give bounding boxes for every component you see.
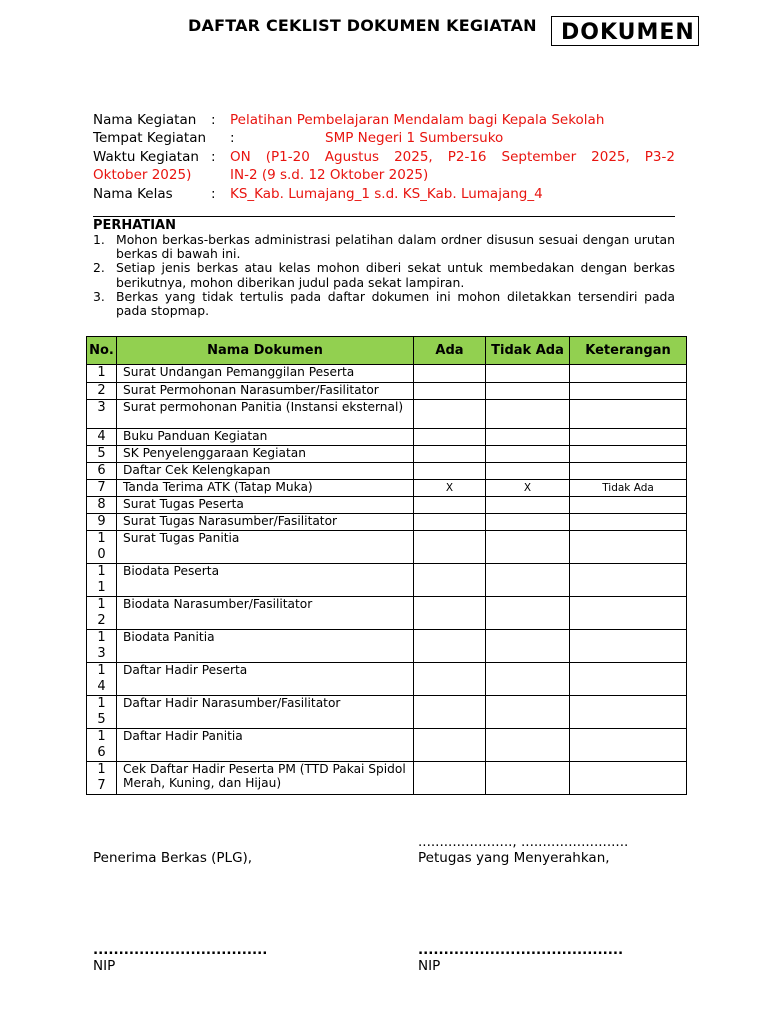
table-row [87, 383, 687, 400]
document-name-cell: Surat permohonan Panitia (Instansi eksternal) [117, 400, 414, 429]
submitter-role: Petugas yang Menyerahkan, [418, 850, 610, 866]
ada-cell [414, 429, 486, 446]
table-row [87, 400, 687, 429]
keterangan-cell [570, 400, 687, 429]
tidak-ada-cell [486, 630, 570, 663]
tidak-ada-cell [486, 663, 570, 696]
keterangan-cell [570, 497, 687, 514]
table-row [87, 497, 687, 514]
keterangan-cell [570, 463, 687, 480]
row-number-cell: 12 [87, 597, 117, 630]
table-row [87, 630, 687, 663]
tidak-ada-cell [486, 400, 570, 429]
document-name-cell: Buku Panduan Kegiatan [117, 429, 414, 446]
tidak-ada-cell [486, 762, 570, 795]
document-name-cell: Cek Daftar Hadir Peserta PM (TTD Pakai Spidol Merah, Kuning, dan Hijau) [117, 762, 414, 795]
row-number-cell: 11 [87, 564, 117, 597]
row-number-cell: 8 [87, 497, 117, 514]
table-row [87, 564, 687, 597]
keterangan-cell [570, 365, 687, 383]
info-label: Nama Kegiatan [93, 112, 197, 128]
document-checklist-table [86, 336, 687, 795]
document-name-cell: SK Penyelenggaraan Kegiatan [117, 446, 414, 463]
keterangan-cell [570, 663, 687, 696]
row-number-cell: 15 [87, 696, 117, 729]
row-number-cell: 13 [87, 630, 117, 663]
ada-cell [414, 597, 486, 630]
document-name-cell: Daftar Hadir Panitia [117, 729, 414, 762]
table-row [87, 514, 687, 531]
receiver-name-line: .................................. [93, 942, 268, 958]
keterangan-cell [570, 729, 687, 762]
document-name-cell: Surat Undangan Pemanggilan Peserta [117, 365, 414, 383]
tidak-ada-cell: X [486, 480, 570, 497]
submitter-nip: NIP [418, 958, 441, 974]
document-name-cell: Surat Tugas Panitia [117, 531, 414, 564]
table-row [87, 531, 687, 564]
info-value-line1: ON (P1-20 Agustus 2025, P2-16 September 2025, P3-2 [230, 149, 675, 165]
ada-cell [414, 531, 486, 564]
perhatian-notes [93, 233, 675, 318]
ada-cell [414, 762, 486, 795]
document-name-cell: Daftar Hadir Narasumber/Fasilitator [117, 696, 414, 729]
info-label: Nama Kelas [93, 186, 173, 202]
row-number-cell: 16 [87, 729, 117, 762]
tidak-ada-cell [486, 365, 570, 383]
tidak-ada-cell [486, 429, 570, 446]
keterangan-cell [570, 762, 687, 795]
keterangan-cell [570, 564, 687, 597]
table-header-row [87, 337, 687, 365]
table-row [87, 365, 687, 383]
table-row [87, 762, 687, 795]
info-value: SMP Negeri 1 Sumbersuko [325, 130, 504, 146]
ada-cell [414, 663, 486, 696]
receiver-role: Penerima Berkas (PLG), [93, 850, 253, 866]
ada-cell [414, 564, 486, 597]
tidak-ada-cell [486, 446, 570, 463]
keterangan-cell [570, 597, 687, 630]
keterangan-cell [570, 429, 687, 446]
ada-cell [414, 497, 486, 514]
document-name-cell: Daftar Hadir Peserta [117, 663, 414, 696]
note-text: Setiap jenis berkas atau kelas mohon diberi sekat untuk membedakan dengan berkas berikutnya, mohon diberikan judul pada sekat lampiran. [116, 260, 675, 290]
info-value: KS_Kab. Lumajang_1 s.d. KS_Kab. Lumajang_4 [230, 186, 543, 202]
row-number-cell: 3 [87, 400, 117, 429]
document-name-cell: Surat Permohonan Narasumber/Fasilitator [117, 383, 414, 400]
table-row [87, 446, 687, 463]
tidak-ada-cell [486, 497, 570, 514]
col-header-ada: Ada [414, 337, 486, 365]
info-colon: : [211, 186, 216, 202]
receiver-nip: NIP [93, 958, 116, 974]
table-row [87, 480, 687, 497]
note-number: 1. [93, 232, 105, 247]
info-waktu-kegiatan [93, 148, 675, 184]
ada-cell: X [414, 480, 486, 497]
col-header-tidak-ada: Tidak Ada [486, 337, 570, 365]
document-name-cell: Biodata Peserta [117, 564, 414, 597]
ada-cell [414, 383, 486, 400]
ada-cell [414, 696, 486, 729]
row-number-cell: 14 [87, 663, 117, 696]
ada-cell [414, 630, 486, 663]
perhatian-title: PERHATIAN [93, 218, 176, 233]
ada-cell [414, 463, 486, 480]
place-date-line: ......................, ......................... [418, 834, 629, 850]
table-row [87, 429, 687, 446]
tidak-ada-cell [486, 597, 570, 630]
submitter-name-line: ........................................ [418, 942, 624, 958]
col-header-no: No. [87, 337, 117, 365]
ada-cell [414, 446, 486, 463]
note-item [93, 261, 675, 289]
document-stamp: DOKUMEN [551, 16, 699, 46]
table-row [87, 663, 687, 696]
row-number-cell: 6 [87, 463, 117, 480]
tidak-ada-cell [486, 696, 570, 729]
row-number-cell: 10 [87, 531, 117, 564]
tidak-ada-cell [486, 514, 570, 531]
document-name-cell: Biodata Narasumber/Fasilitator [117, 597, 414, 630]
note-item [93, 290, 675, 318]
ada-cell [414, 365, 486, 383]
info-label: Tempat Kegiatan [93, 130, 207, 146]
document-name-cell: Surat Tugas Narasumber/Fasilitator [117, 514, 414, 531]
keterangan-cell [570, 696, 687, 729]
row-number-cell: 4 [87, 429, 117, 446]
document-name-cell: Biodata Panitia [117, 630, 414, 663]
document-name-cell: Tanda Terima ATK (Tatap Muka) [117, 480, 414, 497]
table-row [87, 463, 687, 480]
ada-cell [414, 729, 486, 762]
info-label: Waktu Kegiatan [93, 149, 199, 165]
keterangan-cell: Tidak Ada [570, 480, 687, 497]
col-header-nama: Nama Dokumen [117, 337, 414, 365]
row-number-cell: 2 [87, 383, 117, 400]
tidak-ada-cell [486, 383, 570, 400]
note-text: Mohon berkas-berkas administrasi pelatihan dalam ordner disusun sesuai dengan urutan berkas di bawah ini. [116, 232, 675, 262]
row-number-cell: 17 [87, 762, 117, 795]
document-name-cell: Daftar Cek Kelengkapan [117, 463, 414, 480]
tidak-ada-cell [486, 463, 570, 480]
info-colon: : [211, 149, 216, 165]
note-number: 3. [93, 288, 105, 304]
table-row [87, 597, 687, 630]
note-number: 2. [93, 260, 105, 276]
info-colon: : [211, 112, 216, 128]
info-value-line2-left: Oktober 2025) [93, 167, 192, 183]
tidak-ada-cell [486, 564, 570, 597]
tidak-ada-cell [486, 729, 570, 762]
keterangan-cell [570, 630, 687, 663]
row-number-cell: 7 [87, 480, 117, 497]
document-title: DAFTAR CEKLIST DOKUMEN KEGIATAN [188, 16, 537, 35]
keterangan-cell [570, 383, 687, 400]
keterangan-cell [570, 514, 687, 531]
row-number-cell: 5 [87, 446, 117, 463]
row-number-cell: 1 [87, 365, 117, 383]
info-value-line2-right: IN-2 (9 s.d. 12 Oktober 2025) [230, 167, 429, 183]
table-body [87, 365, 687, 795]
ada-cell [414, 400, 486, 429]
table-row [87, 729, 687, 762]
document-name-cell: Surat Tugas Peserta [117, 497, 414, 514]
info-colon: : [230, 130, 235, 146]
keterangan-cell [570, 531, 687, 564]
ada-cell [414, 514, 486, 531]
row-number-cell: 9 [87, 514, 117, 531]
col-header-keterangan: Keterangan [570, 337, 687, 365]
table-row [87, 696, 687, 729]
info-value: Pelatihan Pembelajaran Mendalam bagi Kepala Sekolah [230, 112, 605, 128]
note-text: Berkas yang tidak tertulis pada daftar dokumen ini mohon diletakkan tersendiri pada pada stopmap. [116, 288, 675, 319]
divider [93, 216, 675, 217]
keterangan-cell [570, 446, 687, 463]
tidak-ada-cell [486, 531, 570, 564]
note-item [93, 233, 675, 261]
